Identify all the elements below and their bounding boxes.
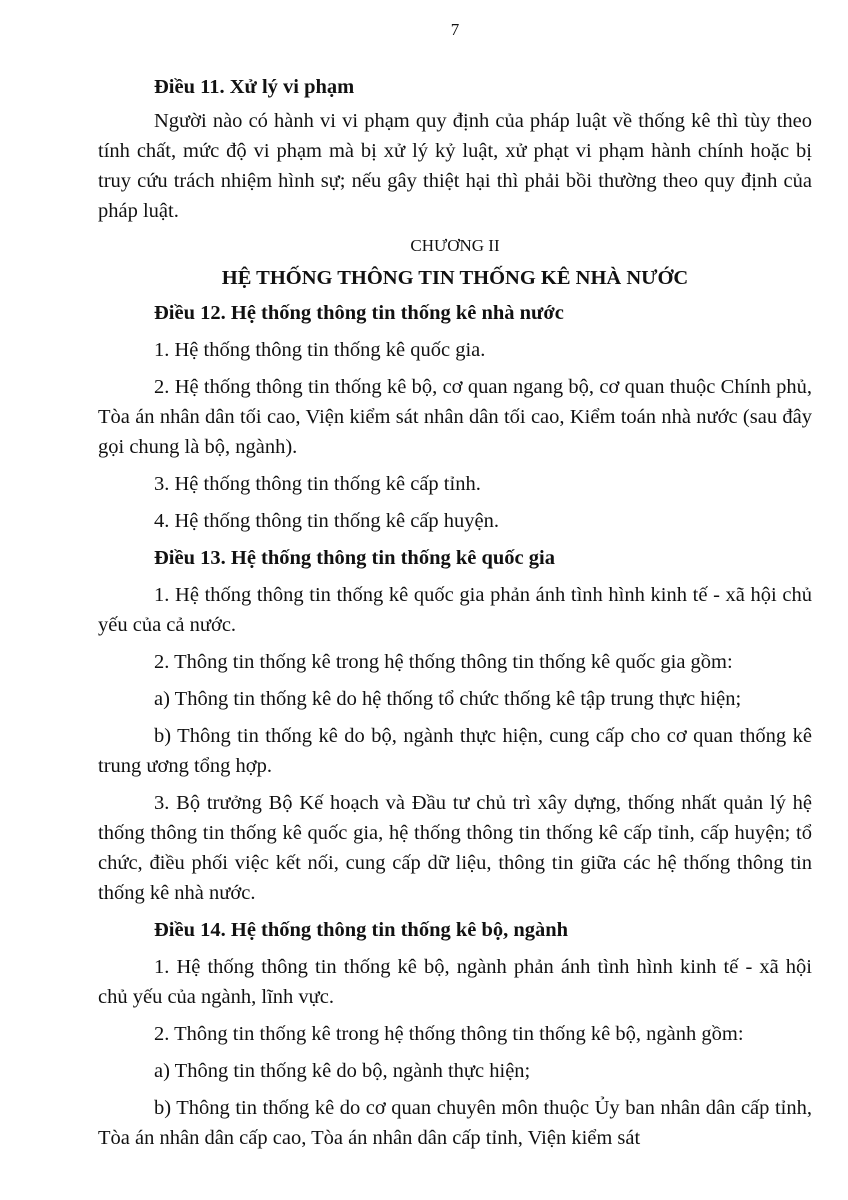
article-14-item-2: 2. Thông tin thống kê trong hệ thống thông tin thống kê bộ, ngành gồm: [154, 1023, 744, 1045]
article-12-item-4: 4. Hệ thống thông tin thống kê cấp huyện. [154, 510, 500, 532]
chapter-number: CHƯƠNG II [410, 236, 500, 255]
article-12-heading: Điều 12. Hệ thống thông tin thống kê nhà nước [154, 302, 564, 324]
article-12-item-2: 2. Hệ thống thông tin thống kê bộ, cơ quan ngang bộ, cơ quan thuộc Chính phủ, Tòa án nhân dân tối cao, Viện kiểm sát nhân dân tối cao, Kiểm toán nhà nước (sau đây gọi chung là bộ, ngành). [98, 376, 812, 458]
article-11-body: Người nào có hành vi vi phạm quy định của pháp luật về thống kê thì tùy theo tính chất, mức độ vi phạm mà bị xử lý kỷ luật, xử phạt vi phạm hành chính hoặc bị truy cứu trách nhiệm hình sự; nếu gây thiệt hại thì phải bồi thường theo quy định của pháp luật. [98, 110, 812, 222]
article-13-item-3: 3. Bộ trưởng Bộ Kế hoạch và Đầu tư chủ trì xây dựng, thống nhất quản lý hệ thống thông tin thống kê quốc gia, hệ thống thông tin thống kê cấp tỉnh, cấp huyện; tổ chức, điều phối việc kết nối, cung cấp dữ liệu, thông tin giữa các hệ thống thông tin thống kê nhà nước. [98, 792, 812, 904]
article-14-heading: Điều 14. Hệ thống thông tin thống kê bộ, ngành [154, 919, 569, 941]
article-14-item-2a: a) Thông tin thống kê do bộ, ngành thực hiện; [154, 1060, 531, 1082]
article-14-item-2b: b) Thông tin thống kê do cơ quan chuyên môn thuộc Ủy ban nhân dân cấp tỉnh, Tòa án nhân dân cấp cao, Tòa án nhân dân cấp tỉnh, Viện kiểm sát [98, 1097, 812, 1149]
page-number: 7 [450, 20, 460, 39]
chapter-title: HỆ THỐNG THÔNG TIN THỐNG KÊ NHÀ NƯỚC [221, 267, 689, 289]
article-13-item-2: 2. Thông tin thống kê trong hệ thống thông tin thống kê quốc gia gồm: [154, 651, 733, 673]
article-12-item-1: 1. Hệ thống thông tin thống kê quốc gia. [154, 339, 486, 361]
article-13-item-1: 1. Hệ thống thông tin thống kê quốc gia phản ánh tình hình kinh tế - xã hội chủ yếu của cả nước. [98, 584, 812, 636]
article-13-item-2b: b) Thông tin thống kê do bộ, ngành thực hiện, cung cấp cho cơ quan thống kê trung ương tổng hợp. [98, 725, 812, 777]
article-13-heading: Điều 13. Hệ thống thông tin thống kê quốc gia [154, 547, 555, 569]
article-11-heading: Điều 11. Xử lý vi phạm [154, 76, 355, 98]
article-12-item-3: 3. Hệ thống thông tin thống kê cấp tỉnh. [154, 473, 481, 495]
article-13-item-2a: a) Thông tin thống kê do hệ thống tổ chức thống kê tập trung thực hiện; [154, 688, 742, 710]
article-14-item-1: 1. Hệ thống thông tin thống kê bộ, ngành phản ánh tình hình kinh tế - xã hội chủ yếu của ngành, lĩnh vực. [98, 956, 812, 1008]
